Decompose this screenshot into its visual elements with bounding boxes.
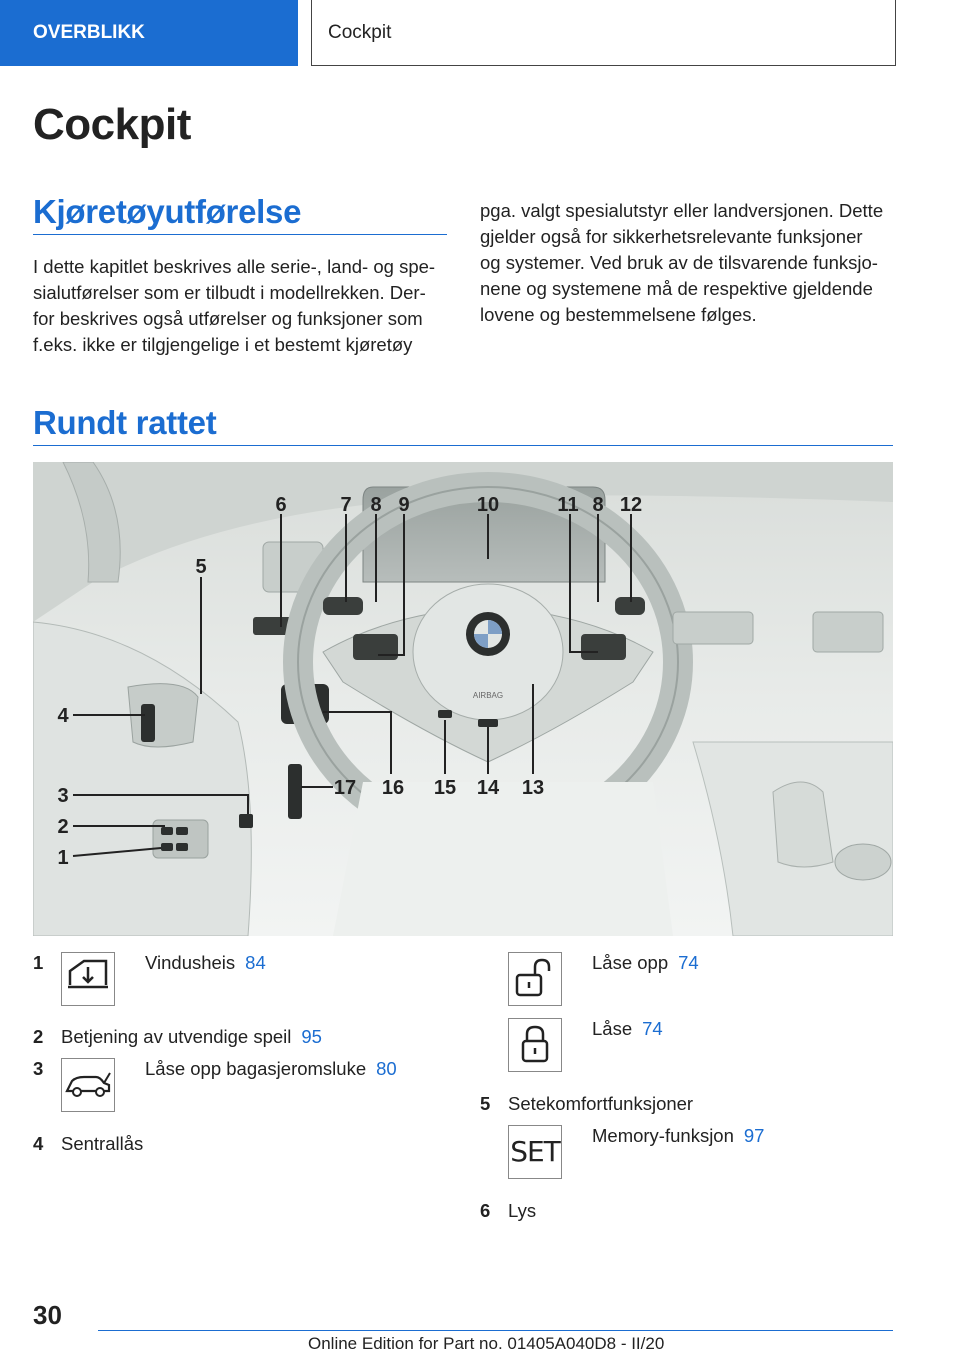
callout-6: 6 — [275, 494, 287, 516]
footer-rule — [98, 1330, 893, 1331]
intro-paragraph-right — [480, 198, 900, 328]
section-tab[interactable]: OVERBLIKK — [0, 0, 298, 66]
chapter-title: Cockpit — [311, 0, 896, 66]
legend-label — [592, 1125, 764, 1147]
legend-item-4 — [33, 1133, 453, 1159]
callout-16: 16 — [381, 777, 405, 799]
legend-item-lock — [480, 1018, 900, 1074]
page-title: Cockpit — [33, 100, 191, 149]
footer-edition: Online Edition for Part no. 01405A040D8 - II/20 — [308, 1334, 665, 1353]
right-air-vent — [813, 612, 883, 652]
legend-item-6 — [480, 1200, 900, 1226]
legend-label: Sentrallås — [61, 1133, 144, 1154]
airbag-label: AIRBAG — [472, 691, 504, 700]
callout-1: 1 — [57, 847, 69, 869]
horn-button — [438, 710, 452, 718]
intro-paragraph-left — [33, 254, 453, 358]
label-text: Memory-funksjon — [592, 1125, 734, 1146]
top-bar — [0, 0, 960, 66]
text-line: gjelder også for sikkerhetsrelevante funksjoner — [480, 226, 863, 247]
callout-13: 13 — [521, 777, 545, 799]
legend-label — [61, 1026, 322, 1048]
section-rule — [33, 445, 893, 446]
label-text: Vindusheis — [145, 952, 236, 973]
window-switch — [161, 843, 173, 851]
steering-wheel-adjust — [478, 719, 498, 727]
text-line: lovene og bestemmelsene følges. — [480, 304, 757, 325]
lock-icon — [508, 1018, 562, 1072]
legend-label — [145, 1058, 397, 1080]
legend-label — [592, 952, 699, 974]
left-wheel-buttons — [353, 634, 398, 660]
unlock-icon — [508, 952, 562, 1006]
page-reference-link[interactable]: 84 — [245, 952, 266, 973]
section-heading-around-steering-wheel: Rundt rattet — [33, 404, 217, 441]
window-lift-icon — [61, 952, 115, 1006]
cockpit-drawing — [33, 462, 893, 936]
center-air-vent — [673, 612, 753, 644]
legend-number: 3 — [33, 1058, 44, 1079]
text-line: nene og systemene må de respektive gjeldende — [480, 278, 873, 299]
text-line: og systemer. Ved bruk av de tilsvarende funksjo- — [480, 252, 878, 273]
callout-7: 7 — [340, 494, 352, 516]
legend-number: 5 — [480, 1093, 491, 1114]
cockpit-illustration — [33, 462, 893, 936]
callout-5: 5 — [195, 556, 207, 578]
label-text: Betjening av utvendige speil — [61, 1026, 292, 1047]
label-text: Låse opp — [592, 952, 669, 973]
legend-item-unlock — [480, 952, 900, 1008]
label-text: Låse — [592, 1018, 633, 1039]
section-heading-vehicle-version: Kjøretøyutførelse — [33, 193, 302, 230]
legend-label: Setekomfortfunksjoner — [508, 1093, 694, 1114]
trunk-release-button — [239, 814, 253, 828]
right-wheel-buttons — [581, 634, 626, 660]
legend-number: 1 — [33, 952, 44, 973]
legend-item-5 — [480, 1093, 900, 1119]
trunk-icon — [61, 1058, 115, 1112]
text-line: pga. valgt spesialutstyr eller landversjonen. Dette — [480, 200, 884, 221]
callout-12: 12 — [619, 494, 643, 516]
page-reference-link[interactable]: 95 — [301, 1026, 322, 1047]
section-rule — [33, 234, 447, 235]
callout-8b: 8 — [592, 494, 604, 516]
legend-number: 2 — [33, 1026, 44, 1047]
page-reference-link[interactable]: 74 — [642, 1018, 663, 1039]
text-line: I dette kapitlet beskrives alle serie-, land- og spe- — [33, 256, 436, 277]
callout-3: 3 — [57, 785, 69, 807]
window-switch — [176, 827, 188, 835]
label-text: Låse opp bagasjeromsluke — [145, 1058, 367, 1079]
set-icon: SET — [508, 1125, 562, 1179]
hood-release — [288, 764, 302, 819]
window-switch — [161, 827, 173, 835]
legend-label: Lys — [508, 1200, 537, 1221]
legend-item-2 — [33, 1026, 453, 1052]
callout-8: 8 — [370, 494, 382, 516]
callout-2: 2 — [57, 816, 69, 838]
page-reference-link[interactable]: 97 — [743, 1125, 765, 1146]
footwell — [333, 782, 673, 936]
callout-14: 14 — [476, 777, 500, 799]
legend-item-memory — [480, 1125, 900, 1181]
page-reference-link[interactable]: 74 — [678, 952, 699, 973]
text-line: f.eks. ikke er tilgjengelige i et bestemt kjøretøy — [33, 334, 413, 355]
text-line: for beskrives også utførelser og funksjoner som — [33, 308, 423, 329]
callout-11: 11 — [557, 494, 579, 516]
callout-10: 10 — [476, 494, 500, 516]
text-line: sialutførelser som er tilbudt i modellrekken. Der- — [33, 282, 426, 303]
idrive-controller — [835, 844, 891, 880]
callout-4: 4 — [57, 705, 69, 727]
legend-label — [145, 952, 266, 974]
central-lock-buttons — [141, 704, 155, 742]
legend-label — [592, 1018, 663, 1040]
legend-item-3 — [33, 1058, 453, 1114]
page-reference-link[interactable]: 80 — [376, 1058, 397, 1079]
left-stalk — [323, 597, 363, 615]
callout-9: 9 — [398, 494, 410, 516]
page-number: 30 — [33, 1300, 62, 1330]
legend-item-1 — [33, 952, 453, 1008]
legend-number: 4 — [33, 1133, 44, 1154]
legend-number: 6 — [480, 1200, 491, 1221]
window-switch — [176, 843, 188, 851]
callout-17: 17 — [333, 777, 357, 799]
callout-15: 15 — [433, 777, 457, 799]
